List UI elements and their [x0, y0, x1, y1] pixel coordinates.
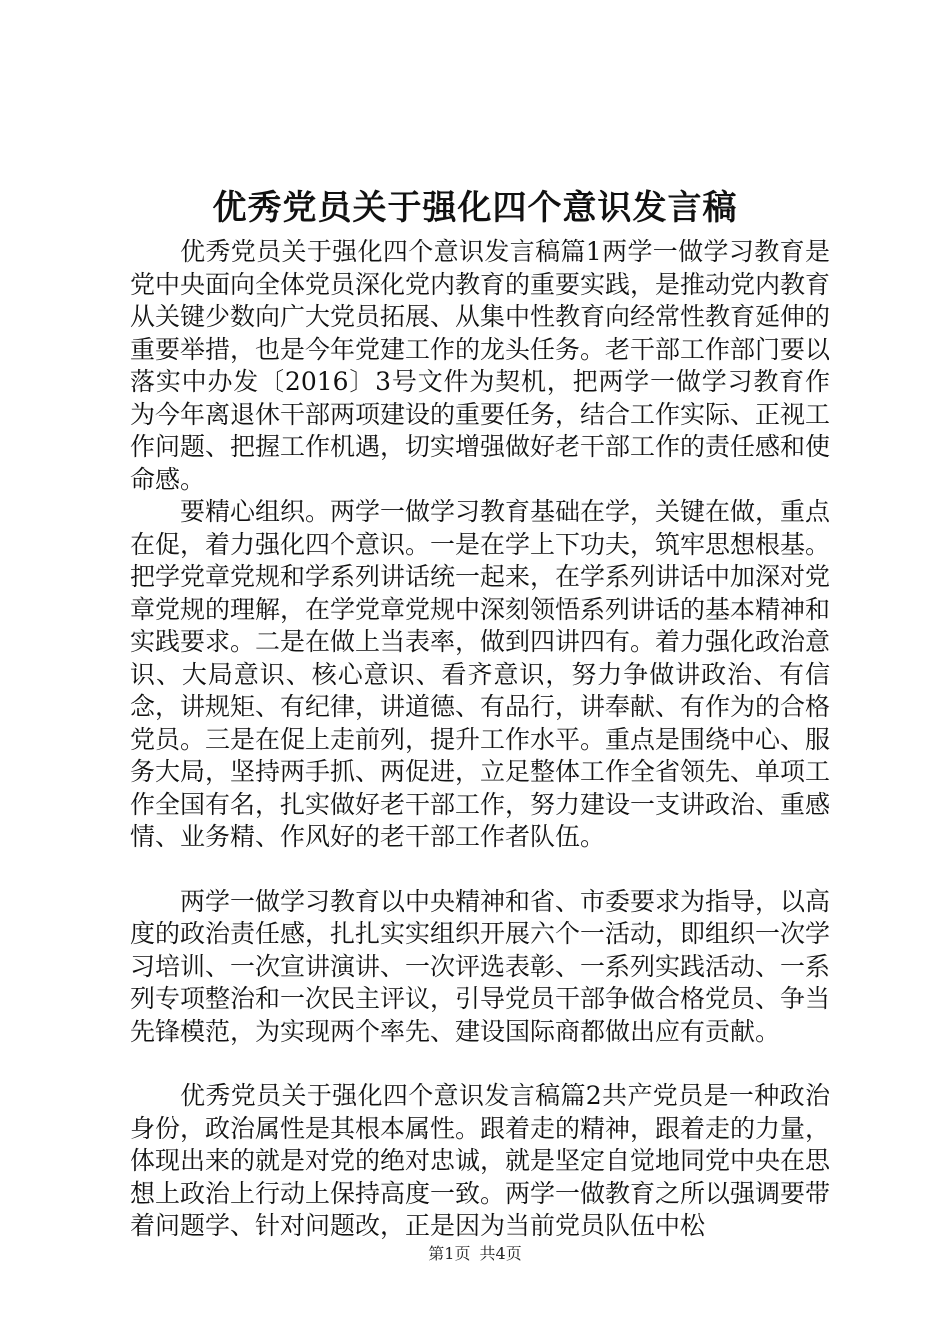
paragraph-spacer [130, 854, 830, 886]
paragraph-3: 两学一做学习教育以中央精神和省、市委要求为指导，以高度的政治责任感，扎扎实实组织开展六个一活动，即组织一次学习培训、一次宣讲演讲、一次评选表彰、一系列实践活动、一系列专项整治和一次民主评议，引导党员干部争做合格党员、争当先锋模范，为实现两个率先、建设国际商都做出应有贡献。 [130, 886, 831, 1046]
page-footer [0, 1244, 950, 1264]
page-total: 共4页 [479, 1244, 522, 1263]
paragraph-2: 要精心组织。两学一做学习教育基础在学，关键在做，重点在促，着力强化四个意识。一是在学上下功夫，筑牢思想根基。把学党章党规和学系列讲话统一起来，在学系列讲话中加深对党章党规的理解，在学党章党规中深刻领悟系列讲话的基本精神和实践要求。二是在做上当表率，做到四讲四有。着力强化政治意识、大局意识、核心意识、看齐意识，努力争做讲政治、有信念，讲规矩、有纪律，讲道德、有品行，讲奉献、有作为的合格党员。三是在促上走前列，提升工作水平。重点是围绕中心、服务大局，坚持两手抓、两促进，立足整体工作全省领先、单项工作全国有名，扎实做好老干部工作，努力建设一支讲政治、重感情、业务精、作风好的老干部工作者队伍。 [130, 497, 831, 851]
paragraph-spacer [130, 1048, 830, 1080]
document-title: 优秀党员关于强化四个意识发言稿 [212, 188, 738, 228]
page-number: 第1页 [428, 1244, 471, 1263]
document-body [130, 236, 830, 1243]
paragraph-1: 优秀党员关于强化四个意识发言稿篇1两学一做学习教育是党中央面向全体党员深化党内教育的重要实践，是推动党内教育从关键少数向广大党员拓展、从集中性教育向经常性教育延伸的重要举措，也是今年党建工作的龙头任务。老干部工作部门要以落实中办发〔2016〕3号文件为契机，把两学一做学习教育作为今年离退休干部两项建设的重要任务，结合工作实际、正视工作问题、把握工作机遇，切实增强做好老干部工作的责任感和使命感。 [130, 237, 831, 494]
paragraph-4: 优秀党员关于强化四个意识发言稿篇2共产党员是一种政治身份，政治属性是其根本属性。跟着走的精神，跟着走的力量，体现出来的就是对党的绝对忠诚，就是坚定自觉地同党中央在思想上政治上行动上保持高度一致。两学一做教育之所以强调要带着问题学、针对问题改，正是因为当前党员队伍中松 [130, 1081, 831, 1240]
